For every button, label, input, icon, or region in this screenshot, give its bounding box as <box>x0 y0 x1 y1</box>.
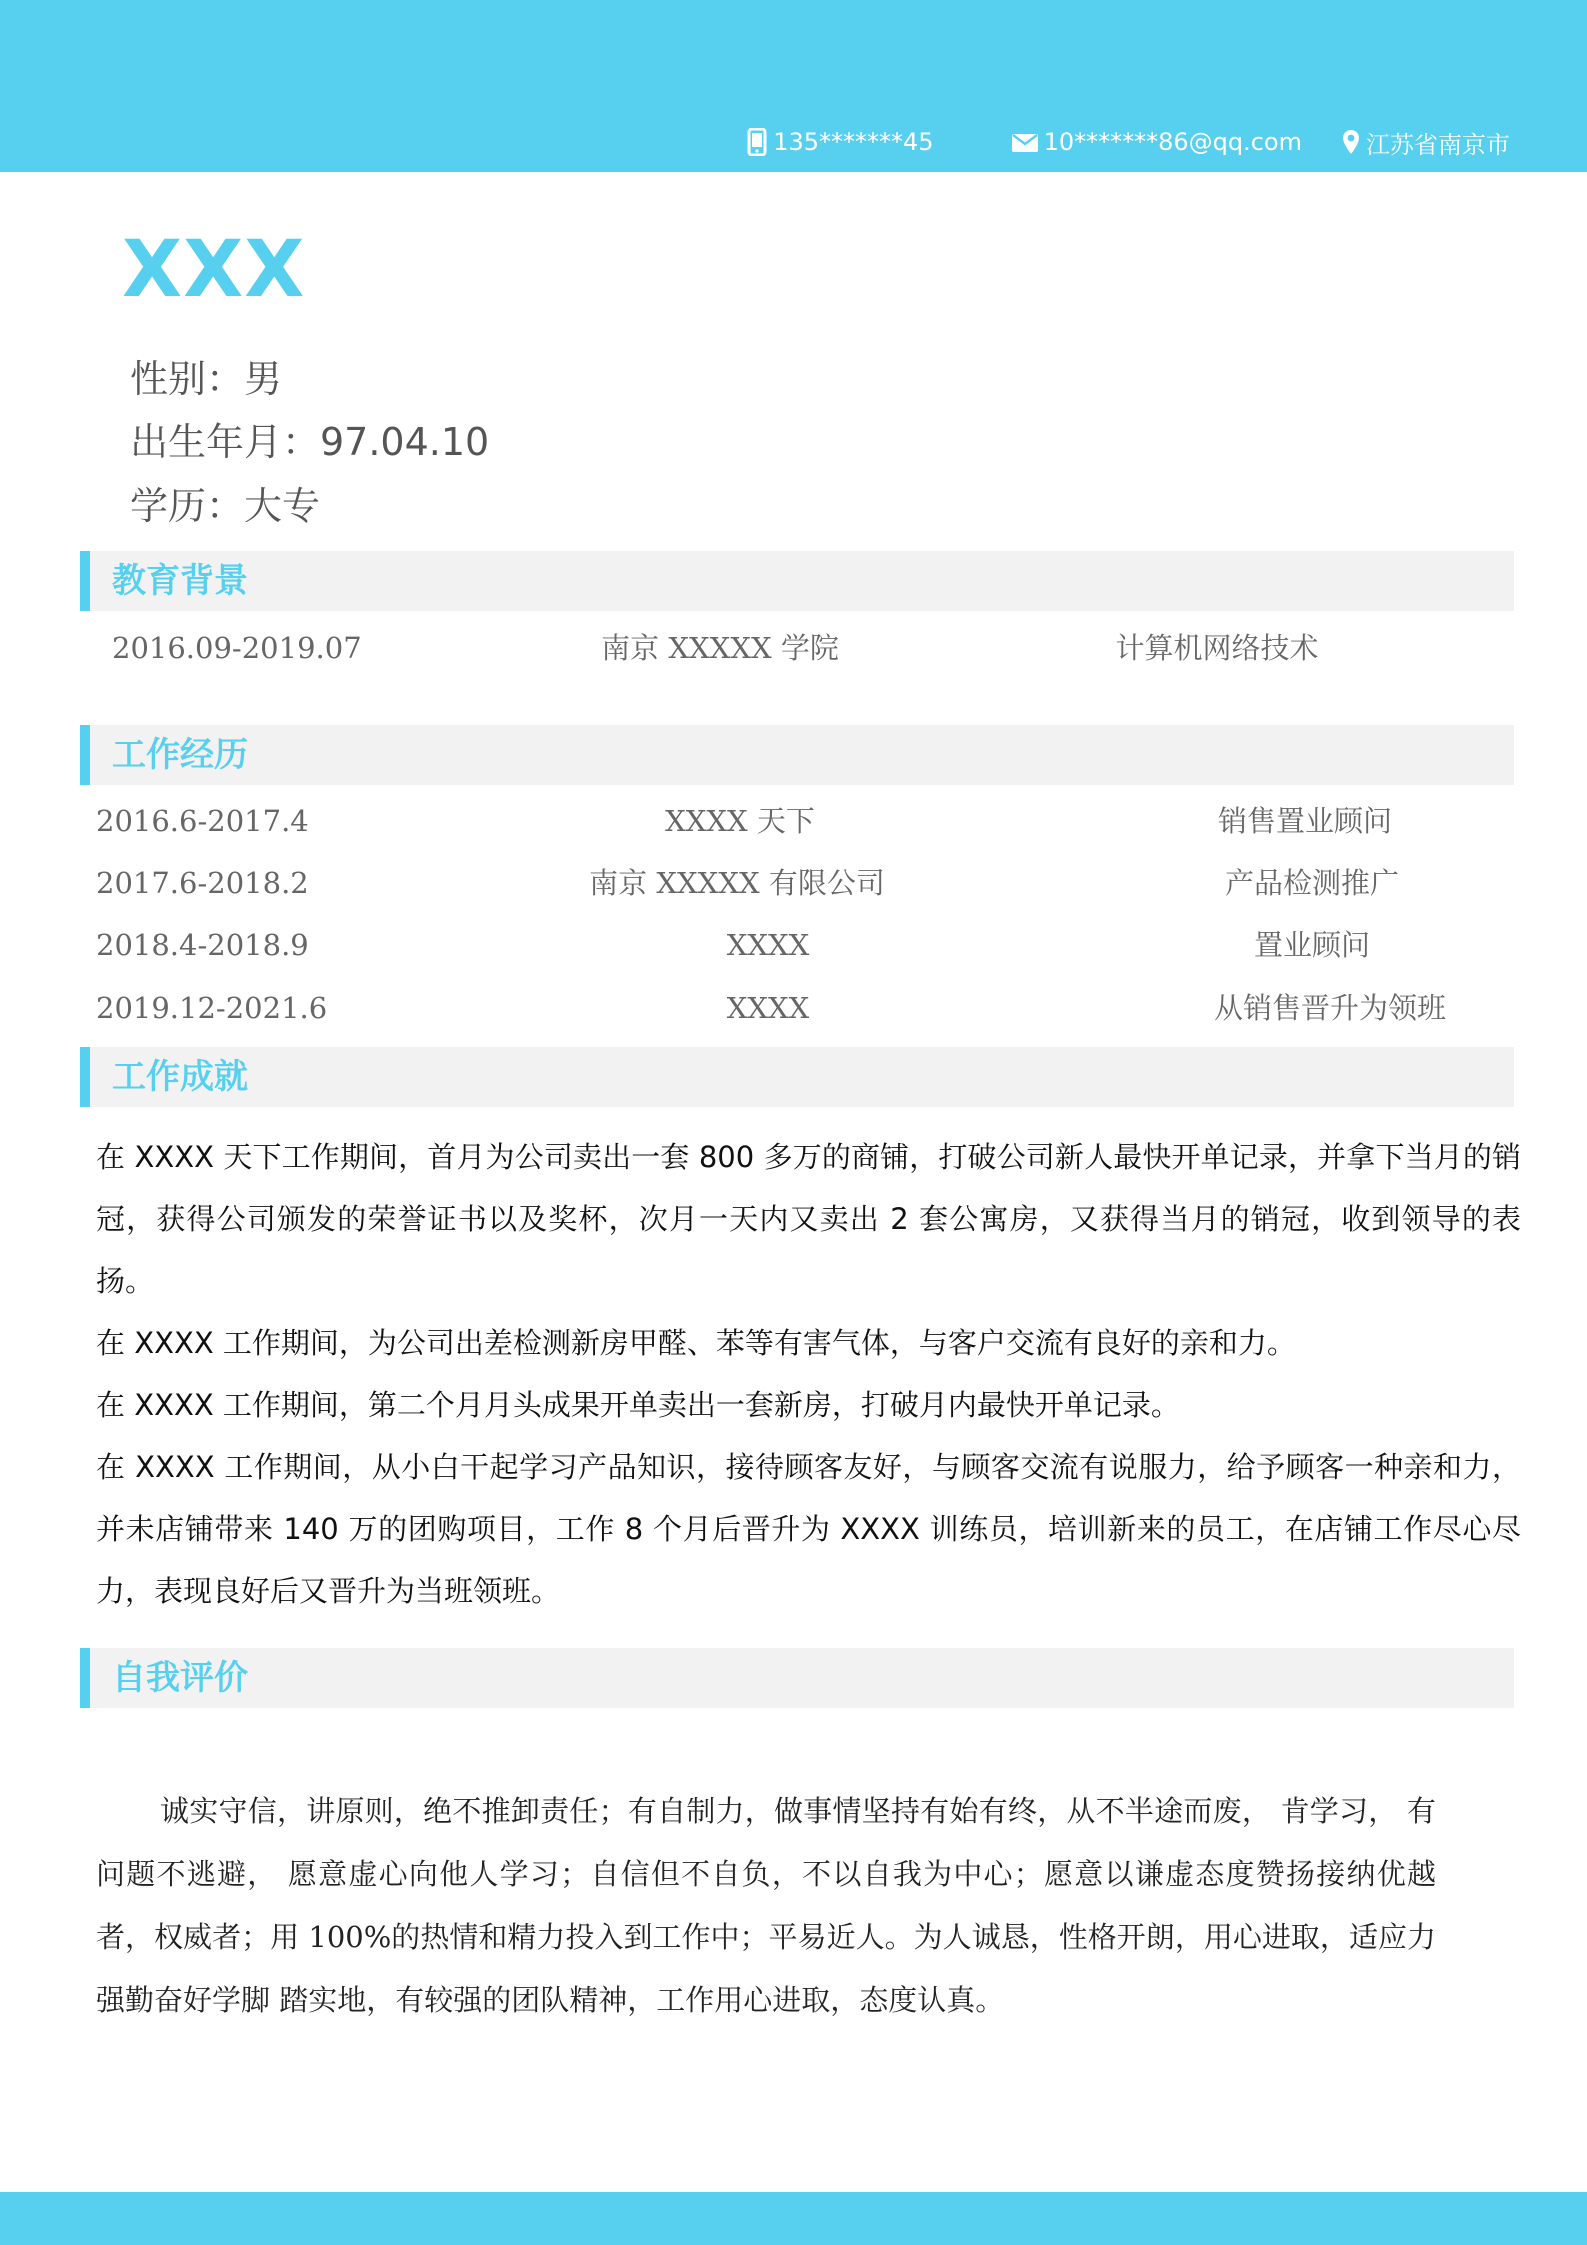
phone-number: 135*******45 <box>773 128 934 156</box>
work-role: 销售置业顾问 <box>1217 804 1393 838</box>
section-title-achievements: 工作成就 <box>112 1057 248 1097</box>
self-evaluation-text: 诚实守信，讲原则，绝不推卸责任；有自制力，做事情坚持有始有终，从不半途而废， 肯学习， 有问题不逃避， 愿意虚心向他人学习；自信但不自负，不以自我为中心；愿意以谦虚态度赞扬接纳优越者，权威者；用 100%的热情和精力投入到工作中；平易近人。为人诚恳，性格开朗，用心进取，适应力强勤奋好学脚 踏实地，有较强的团队精神，工作用心进取，态度认真。 <box>96 1794 1436 2017</box>
email-address: 10*******86@qq.com <box>1043 128 1302 156</box>
work-company: XXXX <box>726 991 810 1025</box>
section-achievements <box>80 1047 1514 1107</box>
gender-line: 性别：男 <box>130 357 283 401</box>
education-school: 南京 XXXXX 学院 <box>601 631 839 665</box>
footer-bar <box>0 2192 1587 2245</box>
education-date: 2016.09-2019.07 <box>112 631 362 665</box>
work-date: 2018.4-2018.9 <box>96 928 309 962</box>
email-contact <box>1012 128 1302 156</box>
achievement-paragraph: 在 XXXX 工作期间，第二个月月头成果开单卖出一套新房，打破月内最快开单记录。 <box>96 1388 1180 1422</box>
header-bar <box>0 0 1587 172</box>
location-contact <box>1342 125 1510 160</box>
work-company: XXXX 天下 <box>665 804 815 838</box>
work-company: 南京 XXXXX 有限公司 <box>589 866 885 900</box>
location-pin-icon <box>1342 129 1360 155</box>
section-title-self-evaluation: 自我评价 <box>112 1658 248 1698</box>
person-name: XXX <box>122 225 306 315</box>
phone-icon <box>747 128 767 156</box>
work-company: XXXX <box>726 928 810 962</box>
section-self-evaluation <box>80 1648 1514 1708</box>
achievement-paragraph: 在 XXXX 天下工作期间，首月为公司卖出一套 800 多万的商铺，打破公司新人最快开单记录，并拿下当月的销冠，获得公司颁发的荣誉证书以及奖杯，次月一天内又卖出 2 套公寓房，又获得当月的销冠，收到领导的表扬。 <box>96 1140 1521 1298</box>
section-title-education: 教育背景 <box>112 561 248 601</box>
phone-contact <box>747 128 933 156</box>
section-title-work: 工作经历 <box>112 735 248 775</box>
work-role: 置业顾问 <box>1253 928 1371 962</box>
work-date: 2019.12-2021.6 <box>96 991 328 1025</box>
contact-info <box>747 124 1510 160</box>
location-text: 江苏省南京市 <box>1366 130 1510 159</box>
achievement-paragraph: 在 XXXX 工作期间，从小白干起学习产品知识，接待顾客友好，与顾客交流有说服力，给予顾客一种亲和力，并未店铺带来 140 万的团购项目，工作 8 个月后晋升为 XXXX 训练员，培训新来的员工，在店铺工作尽心尽力，表现良好后又晋升为当班领班。 <box>96 1450 1521 1608</box>
birth-line: 出生年月：97.04.10 <box>130 420 490 464</box>
education-major: 计算机网络技术 <box>1115 631 1319 665</box>
achievements-text <box>96 1126 1521 1622</box>
work-role: 产品检测推广 <box>1224 866 1400 900</box>
section-education <box>80 551 1514 611</box>
work-date: 2017.6-2018.2 <box>96 866 309 900</box>
email-icon <box>1012 132 1038 152</box>
section-work <box>80 725 1514 785</box>
education-line: 学历：大专 <box>130 484 321 528</box>
achievement-paragraph: 在 XXXX 工作期间，为公司出差检测新房甲醛、苯等有害气体，与客户交流有良好的亲和力。 <box>96 1326 1296 1360</box>
work-date: 2016.6-2017.4 <box>96 804 309 838</box>
work-role: 从销售晋升为领班 <box>1213 991 1447 1025</box>
